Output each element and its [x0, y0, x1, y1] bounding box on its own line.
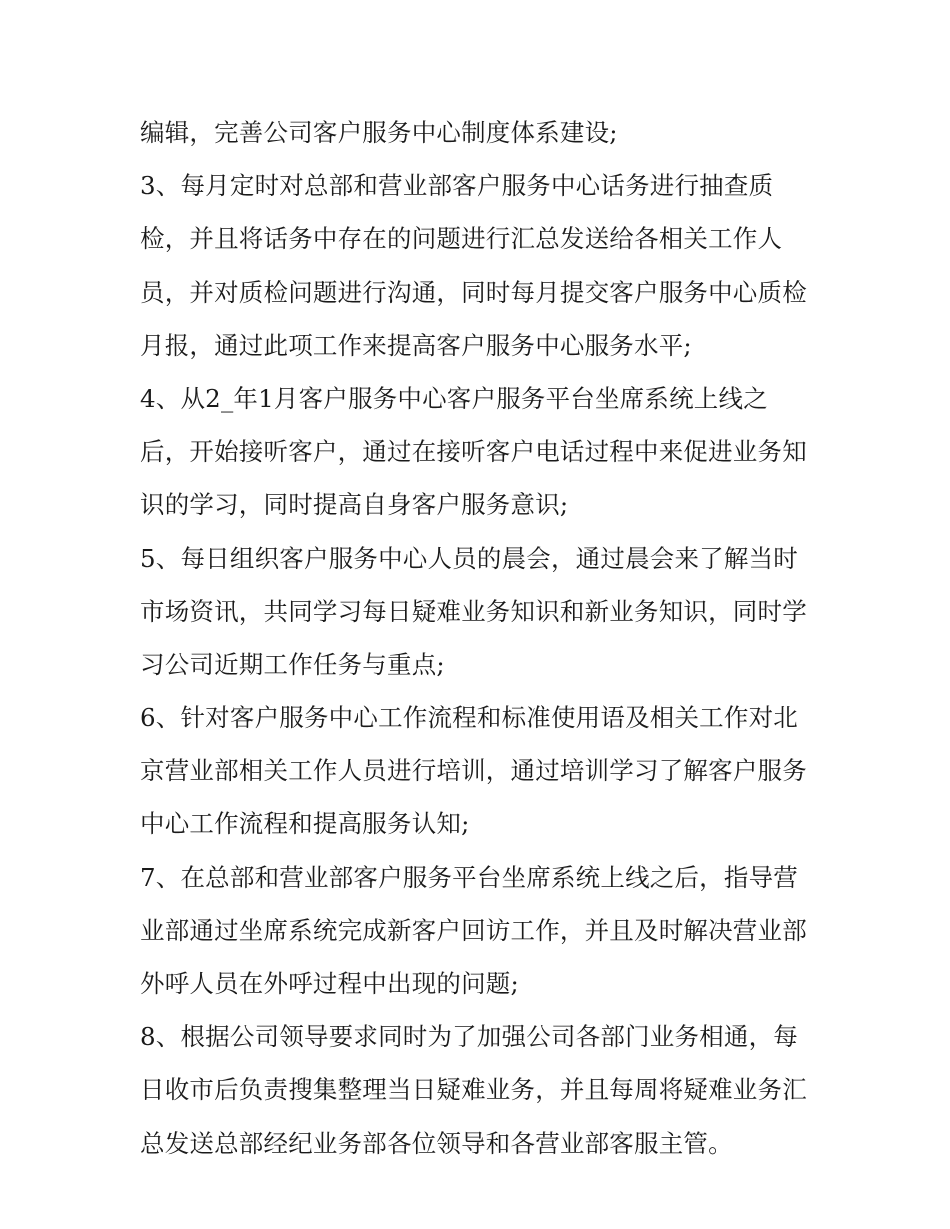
text-line: 业部通过坐席系统完成新客户回访工作，并且及时解决营业部: [140, 915, 807, 945]
document-body: [140, 106, 820, 1170]
text-line: 习公司近期工作任务与重点;: [140, 649, 445, 679]
text-line: 识的学习，同时提高自身客户服务意识;: [140, 490, 569, 520]
text-line: 4、从2_年1月客户服务中心客户服务平台坐席系统上线之: [140, 383, 768, 413]
text-line: 检，并且将话务中存在的问题进行汇总发送给各相关工作人: [140, 224, 783, 254]
text-line: 6、针对客户服务中心工作流程和标准使用语及相关工作对北: [140, 703, 798, 733]
text-line: 编辑，完善公司客户服务中心制度体系建设;: [140, 118, 618, 147]
text-line: 中心工作流程和提高服务认知;: [140, 809, 470, 839]
text-line: 员，并对质检问题进行沟通，同时每月提交客户服务中心质检: [140, 277, 807, 307]
text-line: 日收市后负责搜集整理当日疑难业务，并且每周将疑难业务汇: [140, 1075, 807, 1105]
text-line: 8、根据公司领导要求同时为了加强公司各部门业务相通，每: [140, 1022, 798, 1052]
text-line: 京营业部相关工作人员进行培训，通过培训学习了解客户服务: [140, 756, 807, 786]
text-line: 后，开始接听客户，通过在接听客户电话过程中来促进业务知: [140, 437, 807, 467]
text-line: 市场资讯，共同学习每日疑难业务知识和新业务知识，同时学: [140, 596, 807, 626]
text-line: 外呼人员在外呼过程中出现的问题;: [140, 969, 519, 998]
text-line: 总发送总部经纪业务部各位领导和各营业部客服主管。: [140, 1128, 733, 1158]
text-line: 5、每日组织客户服务中心人员的晨会，通过晨会来了解当时: [140, 543, 798, 573]
text-line: 月报，通过此项工作来提高客户服务中心服务水平;: [140, 330, 692, 360]
text-line: 3、每月定时对总部和营业部客户服务中心话务进行抽查质: [140, 171, 774, 201]
text-line: 7、在总部和营业部客户服务平台坐席系统上线之后，指导营: [140, 862, 798, 892]
